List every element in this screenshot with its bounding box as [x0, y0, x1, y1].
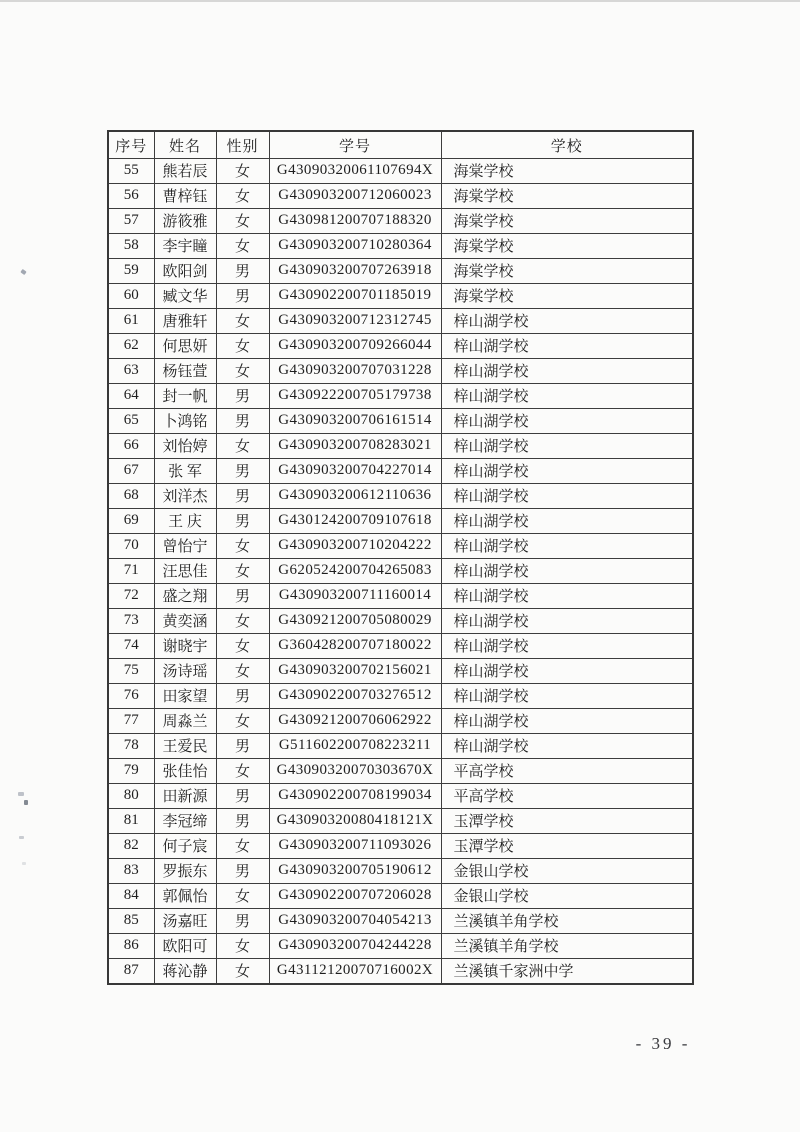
- table-row: [108, 908, 693, 933]
- cell-gender: 男: [216, 683, 269, 708]
- cell-name: 刘怡婷: [154, 433, 216, 458]
- cell-no: 82: [108, 833, 154, 858]
- cell-no: 85: [108, 908, 154, 933]
- cell-name: 张佳怡: [154, 758, 216, 783]
- page-number: - 39 -: [635, 1034, 691, 1053]
- cell-school: 梓山湖学校: [441, 658, 693, 683]
- cell-no: 67: [108, 458, 154, 483]
- table-row: [108, 258, 693, 283]
- cell-gender: 女: [216, 358, 269, 383]
- cell-gender: 女: [216, 608, 269, 633]
- cell-school: 梓山湖学校: [441, 633, 693, 658]
- cell-school: 海棠学校: [441, 283, 693, 308]
- cell-school: 海棠学校: [441, 258, 693, 283]
- cell-school: 梓山湖学校: [441, 408, 693, 433]
- table-row: [108, 333, 693, 358]
- cell-name: 汤诗瑶: [154, 658, 216, 683]
- cell-name: 卜鸿铭: [154, 408, 216, 433]
- cell-no: 76: [108, 683, 154, 708]
- table-row: [108, 758, 693, 783]
- cell-school: 兰溪镇羊角学校: [441, 908, 693, 933]
- cell-name: 汪思佳: [154, 558, 216, 583]
- cell-gender: 女: [216, 658, 269, 683]
- cell-gender: 女: [216, 633, 269, 658]
- table-row: [108, 558, 693, 583]
- cell-gender: 女: [216, 159, 269, 184]
- cell-student_id: G430903200704054213: [269, 908, 441, 933]
- table-row: [108, 633, 693, 658]
- cell-name: 黄奕涵: [154, 608, 216, 633]
- cell-gender: 女: [216, 958, 269, 984]
- table-row: [108, 433, 693, 458]
- cell-student_id: G430903200705190612: [269, 858, 441, 883]
- cell-no: 68: [108, 483, 154, 508]
- scan-speck-artifact: [20, 269, 26, 275]
- cell-no: 64: [108, 383, 154, 408]
- cell-name: 李冠缔: [154, 808, 216, 833]
- cell-student_id: G430921200706062922: [269, 708, 441, 733]
- cell-student_id: G430903200707263918: [269, 258, 441, 283]
- table-row: [108, 458, 693, 483]
- cell-name: 游筱雅: [154, 208, 216, 233]
- cell-school: 梓山湖学校: [441, 508, 693, 533]
- cell-student_id: G430902200701185019: [269, 283, 441, 308]
- cell-name: 谢晓宇: [154, 633, 216, 658]
- cell-name: 王 庆: [154, 508, 216, 533]
- cell-gender: 女: [216, 883, 269, 908]
- cell-name: 曾怡宁: [154, 533, 216, 558]
- cell-name: 田新源: [154, 783, 216, 808]
- cell-name: 盛之翔: [154, 583, 216, 608]
- cell-no: 61: [108, 308, 154, 333]
- cell-gender: 男: [216, 858, 269, 883]
- cell-gender: 女: [216, 708, 269, 733]
- cell-gender: 男: [216, 483, 269, 508]
- cell-school: 玉潭学校: [441, 833, 693, 858]
- table-row: [108, 933, 693, 958]
- cell-name: 李宇瞳: [154, 233, 216, 258]
- table-row: [108, 183, 693, 208]
- cell-school: 梓山湖学校: [441, 733, 693, 758]
- column-header: 序号: [108, 131, 154, 159]
- table-row: [108, 658, 693, 683]
- cell-gender: 女: [216, 433, 269, 458]
- cell-no: 66: [108, 433, 154, 458]
- header-row: [108, 131, 693, 159]
- cell-student_id: G430903200708283021: [269, 433, 441, 458]
- table-row: [108, 233, 693, 258]
- cell-student_id: G620524200704265083: [269, 558, 441, 583]
- table-body: [108, 159, 693, 985]
- cell-no: 78: [108, 733, 154, 758]
- cell-name: 何子宸: [154, 833, 216, 858]
- cell-school: 梓山湖学校: [441, 483, 693, 508]
- cell-no: 55: [108, 159, 154, 184]
- cell-name: 刘洋杰: [154, 483, 216, 508]
- cell-student_id: G430902200707206028: [269, 883, 441, 908]
- cell-student_id: G430921200705080029: [269, 608, 441, 633]
- cell-no: 74: [108, 633, 154, 658]
- cell-name: 何思妍: [154, 333, 216, 358]
- cell-student_id: G430903200612110636: [269, 483, 441, 508]
- cell-gender: 女: [216, 208, 269, 233]
- cell-gender: 女: [216, 183, 269, 208]
- table-row: [108, 883, 693, 908]
- table-row: [108, 283, 693, 308]
- cell-school: 梓山湖学校: [441, 608, 693, 633]
- cell-no: 69: [108, 508, 154, 533]
- cell-no: 65: [108, 408, 154, 433]
- column-header: 性别: [216, 131, 269, 159]
- cell-gender: 女: [216, 308, 269, 333]
- cell-student_id: G430903200702156021: [269, 658, 441, 683]
- table-row: [108, 583, 693, 608]
- table-row: [108, 533, 693, 558]
- cell-name: 罗振东: [154, 858, 216, 883]
- cell-gender: 男: [216, 408, 269, 433]
- cell-gender: 女: [216, 333, 269, 358]
- cell-name: 欧阳可: [154, 933, 216, 958]
- cell-gender: 男: [216, 733, 269, 758]
- cell-school: 梓山湖学校: [441, 333, 693, 358]
- cell-school: 梓山湖学校: [441, 558, 693, 583]
- cell-no: 59: [108, 258, 154, 283]
- cell-gender: 男: [216, 808, 269, 833]
- cell-school: 兰溪镇千家洲中学: [441, 958, 693, 984]
- cell-student_id: G430981200707188320: [269, 208, 441, 233]
- cell-no: 56: [108, 183, 154, 208]
- table-row: [108, 208, 693, 233]
- table-row: [108, 408, 693, 433]
- cell-no: 84: [108, 883, 154, 908]
- table-row: [108, 708, 693, 733]
- cell-gender: 男: [216, 383, 269, 408]
- cell-student_id: G511602200708223211: [269, 733, 441, 758]
- cell-gender: 女: [216, 758, 269, 783]
- cell-no: 73: [108, 608, 154, 633]
- cell-school: 梓山湖学校: [441, 458, 693, 483]
- cell-gender: 女: [216, 558, 269, 583]
- cell-no: 87: [108, 958, 154, 984]
- scan-speck-artifact: [22, 862, 26, 865]
- cell-school: 梓山湖学校: [441, 383, 693, 408]
- cell-name: 曹梓钰: [154, 183, 216, 208]
- cell-gender: 女: [216, 233, 269, 258]
- cell-no: 57: [108, 208, 154, 233]
- cell-gender: 女: [216, 933, 269, 958]
- table-row: [108, 683, 693, 708]
- cell-student_id: G430902200703276512: [269, 683, 441, 708]
- cell-gender: 男: [216, 908, 269, 933]
- cell-school: 梓山湖学校: [441, 533, 693, 558]
- cell-school: 玉潭学校: [441, 808, 693, 833]
- cell-student_id: G430903200711160014: [269, 583, 441, 608]
- cell-no: 62: [108, 333, 154, 358]
- cell-student_id: G43090320070303670X: [269, 758, 441, 783]
- cell-student_id: G430903200712060023: [269, 183, 441, 208]
- cell-no: 58: [108, 233, 154, 258]
- cell-gender: 男: [216, 508, 269, 533]
- cell-gender: 男: [216, 783, 269, 808]
- student-roster: [107, 130, 692, 985]
- table-row: [108, 783, 693, 808]
- table-row: [108, 383, 693, 408]
- cell-student_id: G430903200710204222: [269, 533, 441, 558]
- cell-school: 金银山学校: [441, 883, 693, 908]
- cell-gender: 女: [216, 533, 269, 558]
- table-row: [108, 833, 693, 858]
- scan-speck-artifact: [19, 836, 24, 839]
- cell-name: 郭佩怡: [154, 883, 216, 908]
- cell-gender: 男: [216, 283, 269, 308]
- table-row: [108, 508, 693, 533]
- cell-no: 86: [108, 933, 154, 958]
- roster-table: [107, 130, 694, 985]
- cell-name: 周淼兰: [154, 708, 216, 733]
- cell-school: 海棠学校: [441, 208, 693, 233]
- column-header: 姓名: [154, 131, 216, 159]
- cell-student_id: G430903200712312745: [269, 308, 441, 333]
- cell-no: 81: [108, 808, 154, 833]
- cell-student_id: G430902200708199034: [269, 783, 441, 808]
- column-header: 学号: [269, 131, 441, 159]
- table-row: [108, 858, 693, 883]
- cell-no: 80: [108, 783, 154, 808]
- cell-name: 封一帆: [154, 383, 216, 408]
- cell-name: 熊若辰: [154, 159, 216, 184]
- table-row: [108, 358, 693, 383]
- cell-student_id: G360428200707180022: [269, 633, 441, 658]
- table-row: [108, 308, 693, 333]
- cell-student_id: G430124200709107618: [269, 508, 441, 533]
- cell-name: 田家望: [154, 683, 216, 708]
- scan-speck-artifact: [24, 800, 28, 805]
- cell-name: 杨钰萱: [154, 358, 216, 383]
- table-row: [108, 808, 693, 833]
- cell-student_id: G430903200711093026: [269, 833, 441, 858]
- cell-school: 兰溪镇羊角学校: [441, 933, 693, 958]
- cell-no: 72: [108, 583, 154, 608]
- cell-school: 海棠学校: [441, 233, 693, 258]
- cell-gender: 男: [216, 258, 269, 283]
- cell-student_id: G43112120070716002X: [269, 958, 441, 984]
- cell-school: 金银山学校: [441, 858, 693, 883]
- cell-no: 71: [108, 558, 154, 583]
- table-row: [108, 958, 693, 984]
- cell-no: 60: [108, 283, 154, 308]
- cell-school: 梓山湖学校: [441, 708, 693, 733]
- table-row: [108, 483, 693, 508]
- cell-school: 梓山湖学校: [441, 433, 693, 458]
- cell-student_id: G430903200704227014: [269, 458, 441, 483]
- cell-student_id: G430903200710280364: [269, 233, 441, 258]
- cell-no: 70: [108, 533, 154, 558]
- cell-student_id: G430903200706161514: [269, 408, 441, 433]
- table-row: [108, 608, 693, 633]
- scan-speck-artifact: [18, 792, 24, 796]
- table-row: [108, 733, 693, 758]
- cell-no: 79: [108, 758, 154, 783]
- cell-student_id: G430903200709266044: [269, 333, 441, 358]
- cell-gender: 女: [216, 833, 269, 858]
- cell-school: 平高学校: [441, 783, 693, 808]
- cell-no: 77: [108, 708, 154, 733]
- scan-edge-artifact: [0, 0, 800, 2]
- cell-school: 梓山湖学校: [441, 308, 693, 333]
- column-header: 学校: [441, 131, 693, 159]
- cell-student_id: G430903200707031228: [269, 358, 441, 383]
- cell-no: 75: [108, 658, 154, 683]
- cell-no: 83: [108, 858, 154, 883]
- cell-school: 梓山湖学校: [441, 583, 693, 608]
- cell-name: 臧文华: [154, 283, 216, 308]
- cell-name: 王爱民: [154, 733, 216, 758]
- cell-student_id: G430922200705179738: [269, 383, 441, 408]
- cell-school: 梓山湖学校: [441, 358, 693, 383]
- cell-student_id: G43090320061107694X: [269, 159, 441, 184]
- cell-gender: 男: [216, 458, 269, 483]
- cell-name: 汤嘉旺: [154, 908, 216, 933]
- cell-no: 63: [108, 358, 154, 383]
- cell-name: 蒋沁静: [154, 958, 216, 984]
- cell-gender: 男: [216, 583, 269, 608]
- cell-school: 梓山湖学校: [441, 683, 693, 708]
- cell-name: 张 军: [154, 458, 216, 483]
- cell-student_id: G430903200704244228: [269, 933, 441, 958]
- cell-student_id: G43090320080418121X: [269, 808, 441, 833]
- cell-school: 平高学校: [441, 758, 693, 783]
- table-row: [108, 159, 693, 184]
- cell-school: 海棠学校: [441, 183, 693, 208]
- cell-name: 欧阳剑: [154, 258, 216, 283]
- cell-name: 唐雅轩: [154, 308, 216, 333]
- cell-school: 海棠学校: [441, 159, 693, 184]
